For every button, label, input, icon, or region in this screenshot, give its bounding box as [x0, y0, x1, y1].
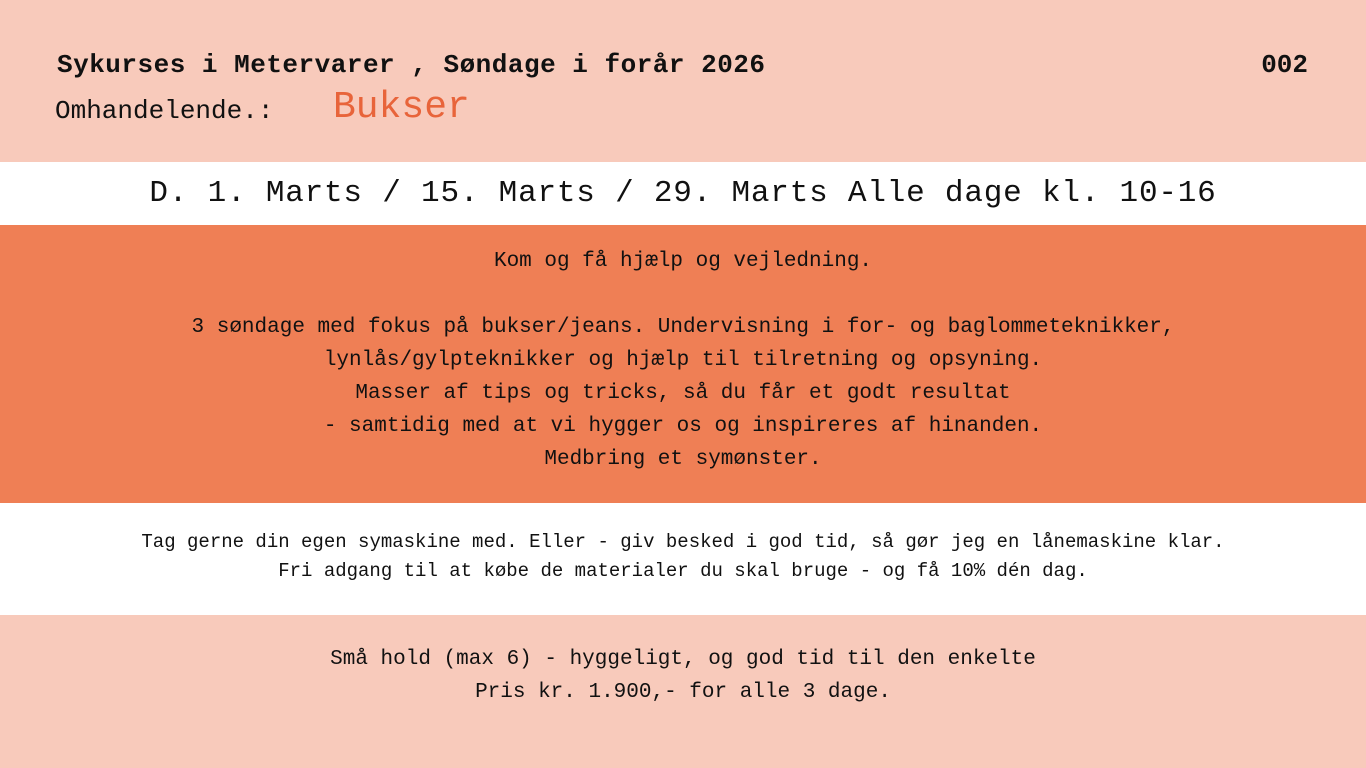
info-line: Medbring et symønster.: [544, 448, 822, 471]
info-spacer: [0, 278, 1366, 311]
course-number: 002: [1261, 50, 1308, 80]
subject-label: Omhandelende.:: [55, 96, 274, 126]
price-line: Små hold (max 6) - hyggeligt, og god tid til den enkelte: [330, 648, 1036, 671]
info-line: Masser af tips og tricks, så du får et godt resultat: [355, 382, 1011, 405]
info-line: - samtidig med at vi hygger os og inspireres af hinanden.: [323, 415, 1043, 438]
subject-value: Bukser: [333, 86, 470, 129]
course-title: Sykurses i Metervarer , Søndage i forår 2026: [57, 50, 766, 80]
dates-band: [0, 162, 1366, 225]
info-line: 3 søndage med fokus på bukser/jeans. Undervisning i for- og baglommeteknikker,: [191, 316, 1175, 339]
note-section: [0, 503, 1366, 615]
note-line: Fri adgang til at købe de materialer du skal bruge - og få 10% dén dag.: [278, 560, 1088, 582]
info-intro: Kom og få hjælp og vejledning.: [493, 250, 873, 273]
info-section: [0, 225, 1366, 503]
info-line: lynlås/gylpteknikker og hjælp til tilretning og opsyning.: [323, 349, 1043, 372]
price-section: [0, 615, 1366, 768]
price-line: Pris kr. 1.900,- for alle 3 dage.: [475, 681, 891, 704]
course-dates: D. 1. Marts / 15. Marts / 29. Marts Alle dage kl. 10-16: [149, 176, 1217, 211]
note-line: Tag gerne din egen symaskine med. Eller - giv besked i god tid, så gør jeg en lånemaskine klar.: [141, 531, 1225, 553]
header-section: [0, 0, 1366, 162]
